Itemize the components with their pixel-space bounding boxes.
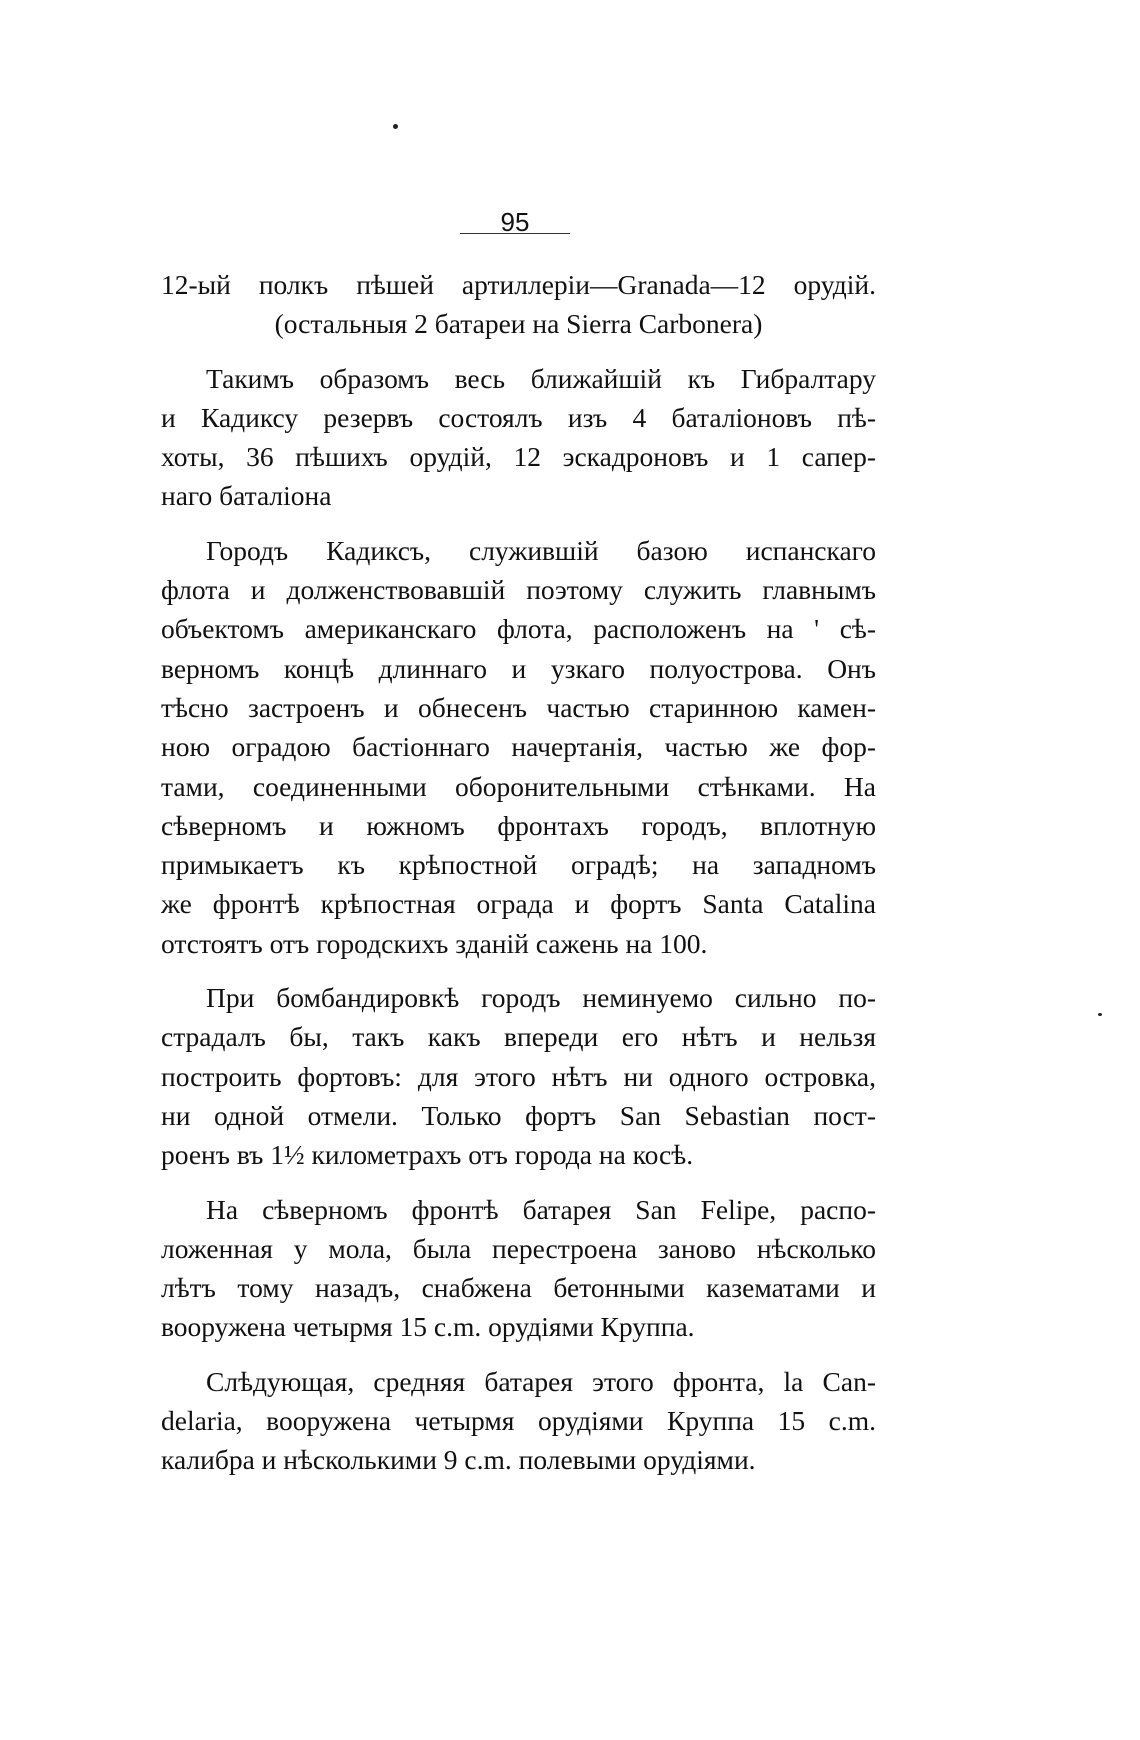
text-line: вооружена четырмя 15 c.m. орудіями Круппа. [161, 1311, 695, 1343]
text-line: ни одной отмели. Только фортъ San Sebastian пост- [161, 1099, 876, 1131]
paragraph [161, 359, 876, 516]
text-line: страдалъ бы, такъ какъ впереди его нѣтъ и нельзя [161, 1021, 876, 1053]
text-line: На сѣверномъ фронтѣ батарея San Felipe, распо- [206, 1193, 876, 1225]
page-body [161, 265, 876, 1480]
text-line: При бомбандировкѣ городъ неминуемо сильно по- [206, 982, 876, 1014]
page-number: 95 [500, 207, 530, 237]
text-line: тами, соединенными оборонительными стѣнками. На [161, 770, 876, 802]
paragraph [161, 1362, 876, 1480]
text-line: (остальныя 2 батареи на Sierra Carbonera) [274, 308, 763, 340]
text-line: ною оградою бастіоннаго начертанія, частью же фор- [161, 731, 876, 763]
text-line: delaria, вооружена четырмя орудіями Круппа 15 c.m. [161, 1405, 876, 1437]
text-line: построить фортовъ: для этого нѣтъ ни одного островка, [161, 1060, 876, 1092]
ink-speck [1098, 1013, 1102, 1016]
text-line: верномъ концѣ длиннаго и узкаго полуострова. Онъ [161, 652, 876, 684]
paragraph [161, 978, 876, 1174]
text-line: объектомъ американскаго флота, расположенъ на ' сѣ- [161, 613, 876, 645]
text-line: калибра и нѣсколькими 9 c.m. полевыми орудіями. [161, 1444, 756, 1476]
text-line: Слѣдующая, средняя батарея этого фронта, la Can- [206, 1365, 876, 1397]
page-header [460, 207, 570, 237]
text-line: тѣсно застроенъ и обнесенъ частью старинною камен- [161, 691, 876, 723]
text-line: роенъ въ 1½ километрахъ отъ города на косѣ. [161, 1139, 694, 1171]
text-line: Городъ Кадиксъ, служившій базою испанскаго [206, 534, 876, 566]
paragraph [161, 1190, 876, 1347]
text-line: ложенная у мола, была перестроена заново нѣсколько [161, 1232, 876, 1264]
text-line: Такимъ образомъ весь ближайшій къ Гибралтару [206, 362, 876, 394]
text-line: лѣтъ тому назадъ, снабжена бетонными казематами и [161, 1272, 876, 1304]
text-line: 12-ый полкъ пѣшей артиллеріи—Granada—12 орудій. [161, 269, 876, 300]
text-line: отстоятъ отъ городскихъ зданій сажень на 100. [161, 927, 708, 959]
ink-speck [393, 124, 398, 129]
paragraph [161, 531, 876, 963]
text-line: примыкаетъ къ крѣпостной оградѣ; на западномъ [161, 849, 876, 881]
text-line: же фронтѣ крѣпостная ограда и фортъ Santa Catalina [161, 888, 876, 920]
text-line: хоты, 36 пѣшихъ орудій, 12 эскадроновъ и 1 сапер- [161, 441, 876, 473]
text-line: сѣверномъ и южномъ фронтахъ городъ, вплотную [161, 809, 876, 841]
text-line: наго баталіона [161, 480, 332, 512]
text-line: и Кадиксу резервъ состоялъ изъ 4 баталіоновъ пѣ- [161, 401, 876, 433]
text-line: флота и долженствовавшій поэтому служить главнымъ [161, 574, 876, 606]
